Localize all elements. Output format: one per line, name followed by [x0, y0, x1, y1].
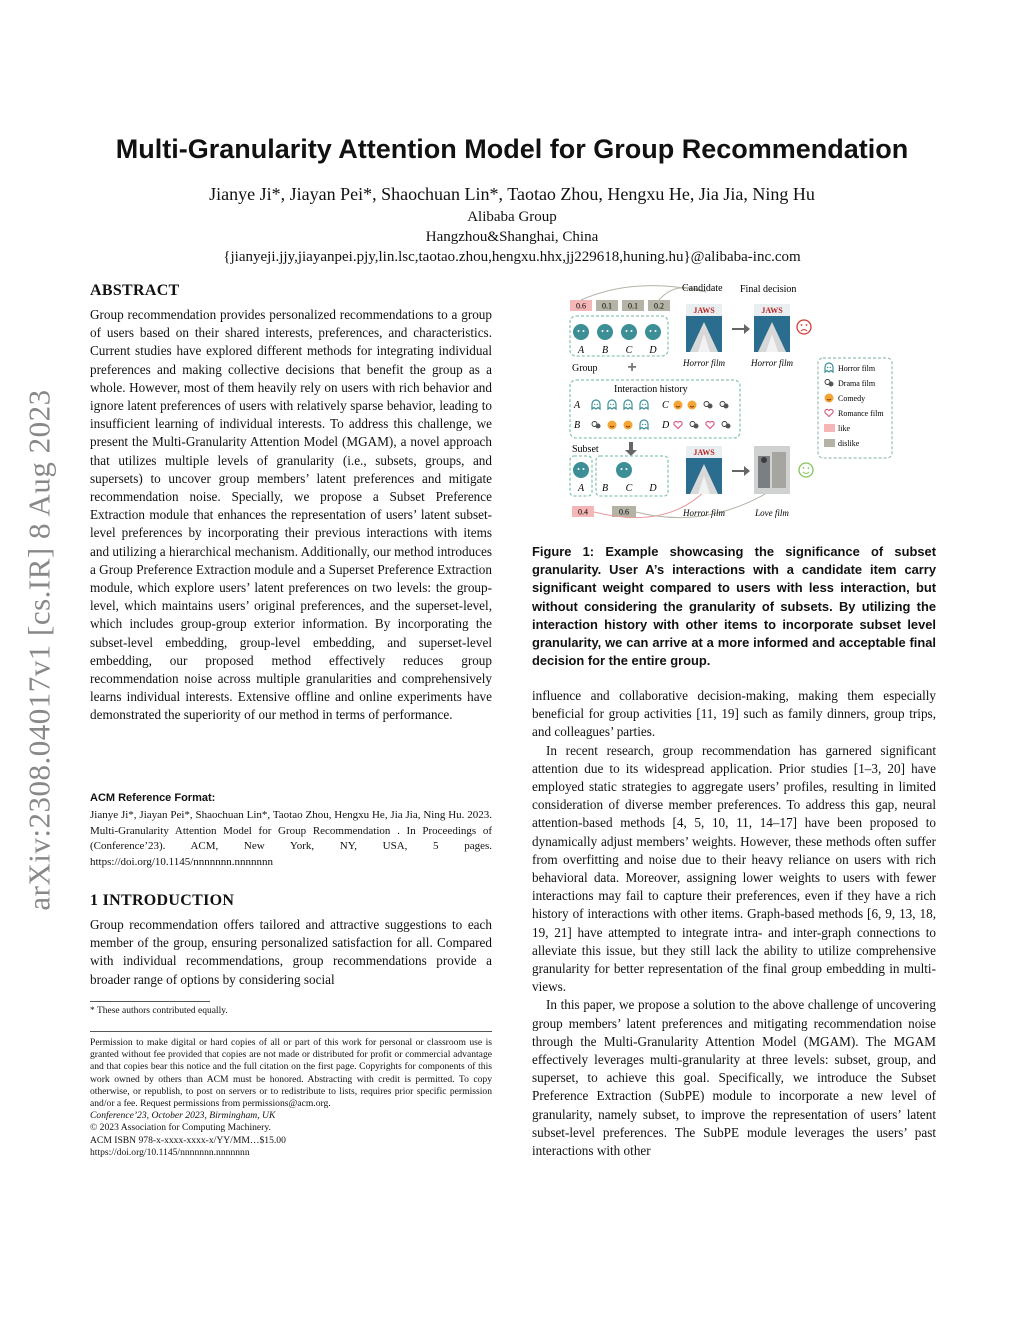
down-arrow-icon [625, 442, 637, 456]
legend-item: Horror film [838, 364, 876, 373]
author-list: Jianye Ji*, Jiayan Pei*, Shaochuan Lin*, Taotao Zhou, Hengxu He, Jia Jia, Ning Hu [209, 184, 815, 204]
group-label: Group [572, 363, 598, 374]
user-icon [616, 462, 632, 478]
legend-item: Drama film [838, 379, 876, 388]
history-row-label: B [574, 420, 581, 431]
doi-line: https://doi.org/10.1145/nnnnnnn.nnnnnnn [90, 1146, 250, 1158]
history-row-label: D [662, 420, 670, 431]
abstract-text: Group recommendation provides personalized recommendations to a group of users based on their shared interests, preferences, and characteristics. Current studies have explored different methods for integrating individual preferences and making collective decisions that benefit the group as a whole. However, most of them heavily rely on users with rich behavior and ignore latent preferences of users with relatively sparse behavior, leading to insufficient learning of individual interests. To address this challenge, we present the Multi-Granularity Attention Model (MGAM), a novel approach that utilizes multiple levels of granularity (i.e., subsets, groups, and supersets) to uncover group members’ latent preferences and mitigate recommendation noise. Specially, we propose a Subset Preference Extraction module that enhances the representation of users’ latent subset-level preferences by incorporating their previous interactions with items and utilizing a hierarchical mechanism. Additionally, our method introduces a Group Preference Extraction module and a Superset Preference Extraction module, which explore users’ latent preferences on two levels: the group-level, which maintains users’ original preferences, and the superset-level, which includes group-group exterior information. By incorporating the subset-level embedding, group-level embedding, and superset-level embedding, our proposed method effectively reduces group recommendation noise across multiple granularities and comprehensively learns individual interests. Extensive offline and online experiments have demonstrated the superiority of our method in terms of performance. [90, 307, 492, 723]
smile-icon [799, 463, 813, 477]
user-label: C [625, 345, 633, 356]
weight-c: 0.1 [628, 301, 638, 311]
legend-item: dislike [838, 439, 860, 448]
footnote-rule [90, 1001, 210, 1002]
user-label: D [649, 483, 657, 494]
dislike-swatch [824, 439, 835, 447]
horror-film-icon [825, 363, 833, 372]
user-label: D [649, 345, 657, 356]
permission-text: Permission to make digital or hard copies of all or part of this work for personal or classroom use is granted without fee provided that copies are not made or distributed for profit or commercial advantage and that copies bear this notice and the full citation on the first page. Copyrights for components of this work owned by others than ACM must be honored. Abstracting with credit is permitted. To copy otherwise, or republish, to post on servers or to redistribute to lists, requires prior specific permission and/or a fee. Request permissions from permissions@acm.org. [90, 1037, 492, 1110]
subset-weight: 0.4 [578, 507, 588, 517]
permission-rule [90, 1031, 492, 1032]
footnote: * These authors contributed equally. [90, 1006, 228, 1016]
legend-item: Romance film [838, 409, 884, 418]
acm-reference-heading: ACM Reference Format: [90, 792, 216, 804]
candidate-caption: Horror film [683, 358, 725, 368]
user-icons [573, 324, 661, 340]
user-icon [645, 324, 661, 340]
candidate-label: Candidate [682, 283, 723, 294]
user-icon [597, 324, 613, 340]
romance-film-icon [825, 409, 833, 416]
history-row-label: C [662, 400, 669, 411]
love-film-caption: Love film [755, 508, 789, 518]
plus-icon: + [627, 359, 637, 376]
user-label: B [601, 483, 609, 494]
legend-item: Comedy [838, 394, 866, 403]
weight-d: 0.2 [654, 301, 664, 311]
introduction-text: Group recommendation offers tailored and attractive suggestions to each member of the group, ensuring personalized satisfaction for all. Compared with individual recommendations, group recommendations provide a broader range of options by considering social [90, 917, 492, 987]
figure-1: JAWS 0.6 0.1 0.1 0.2 Candidate Final decision A B C D Group + Horror film Horror film Interaction history A C B D Subset A B C D 0.4 0.6 Horror film Love film Horror film Drama film Comedy Romance film like dislike [566, 280, 896, 530]
weight-a: 0.6 [576, 301, 586, 311]
subset-label: Subset [572, 444, 599, 455]
paper-title: Multi-Granularity Attention Model for Group Recommendation [115, 134, 909, 164]
comedy-icon [825, 394, 834, 403]
copyright-line: © 2023 Association for Computing Machinery. [90, 1122, 271, 1134]
arxiv-stamp: arXiv:2308.04017v1 [cs.IR] 8 Aug 2023 [22, 389, 57, 911]
arrow-icon [732, 324, 750, 334]
legend-item: like [838, 424, 850, 433]
final-caption: Horror film [751, 358, 793, 368]
introduction-heading: 1 INTRODUCTION [90, 892, 235, 909]
love-film-poster [754, 446, 790, 494]
acm-reference-text: Jianye Ji*, Jiayan Pei*, Shaochuan Lin*, Taotao Zhou, Hengxu He, Jia Jia, Ning Hu. 2023. Multi-Granularity Attention Model for Group Recommendation . In Proceedings of (Conference’23). ACM, New York, NY, USA, 5 pages. https://doi.org/10.1145/nnnnnnn.nnnnnnn [90, 809, 492, 868]
abstract-heading: ABSTRACT [90, 282, 180, 299]
right-column-body [532, 687, 936, 1160]
subset-weight: 0.6 [619, 507, 629, 517]
author-emails: {jianyeji.jjy,jiayanpei.pjy,lin.lsc,taotao.zhou,hengxu.hhx,jj229618,huning.hu}@alibaba-inc.com [223, 249, 801, 265]
user-icon [621, 324, 637, 340]
history-row-label: A [574, 400, 581, 411]
isbn-line: ACM ISBN 978-x-xxxx-xxxx-x/YY/MM…$15.00 [90, 1134, 286, 1146]
location: Hangzhou&Shanghai, China [425, 229, 599, 245]
affiliation: Alibaba Group [467, 209, 557, 225]
paragraph: In recent research, group recommendation has garnered significant attention due to its widespread application. Prior studies [1–3, 20] have employed static strategies to aggregate users’ profiles, resulting in limited consideration of diverse member preferences. To address this gap, neural attention-based methods [4, 5, 10, 11, 14–17] have been proposed to dynamically adjust members’ weights. However, these methods often suffer from overfitting and noise due to their heavy reliance on users with rich behavioral data. Moreover, assigning lower weights to users with fewer interactions may fail to capture their preferences, even if they have a rich history of interactions with other items. Graph-based methods [6, 9, 13, 18, 19, 21] have attempted to integrate intra- and inter-graph connections to alleviate this issue, but they still lack the ability to utilize comprehensive granularity for better representation of the final group embedding in multi-views. [532, 742, 936, 995]
top-weights [570, 300, 670, 311]
figure-caption: Figure 1: Example showcasing the significance of subset granularity. User A’s interactions with a candidate item carry significant weight compared to users with less interaction, but without considering the granularity of subsets. By utilizing the interaction history with other items to incorporate subset level granularity, we can arrive at a more informed and acceptable final decision for the entire group. [532, 544, 936, 669]
drama-film-icon [825, 380, 834, 387]
user-icon [573, 462, 589, 478]
permission-block [90, 1037, 492, 1159]
weight-b: 0.1 [602, 301, 612, 311]
frown-icon [797, 320, 811, 334]
user-label: C [625, 483, 633, 494]
arrow-icon [732, 466, 750, 476]
interaction-history-label: Interaction history [614, 384, 688, 395]
user-label: B [601, 345, 609, 356]
conference-line: Conference’23, October 2023, Birmingham, UK [90, 1110, 276, 1122]
paragraph: influence and collaborative decision-making, making them especially beneficial for group activities [11, 19] such as family dinners, group trips, and colleagues’ parties. [532, 688, 936, 740]
candidate-poster [686, 304, 722, 352]
subset-candidate-caption: Horror film [683, 508, 725, 518]
user-label: A [577, 483, 585, 494]
final-decision-label: Final decision [740, 284, 797, 295]
user-label: A [577, 345, 585, 356]
like-swatch [824, 424, 835, 432]
user-icon [573, 324, 589, 340]
final-poster [754, 304, 790, 352]
subset-candidate-poster [686, 446, 722, 494]
paragraph: In this paper, we propose a solution to the above challenge of uncovering group members’ latent preferences and mitigating recommendation noise through the Multi-Granularity Attention Model (MGAM). The MGAM effectively leverages multi-granularity at three levels: subset, group, and superset, to achieve this goal. Specifically, we introduce the Subset Preference Extraction (SubPE) module to incorporate a new level of granularity, namely subset, to improve the representation of users’ latent subset-level preferences. The SubPE module leverages the users’ past interactions with other [532, 997, 936, 1159]
